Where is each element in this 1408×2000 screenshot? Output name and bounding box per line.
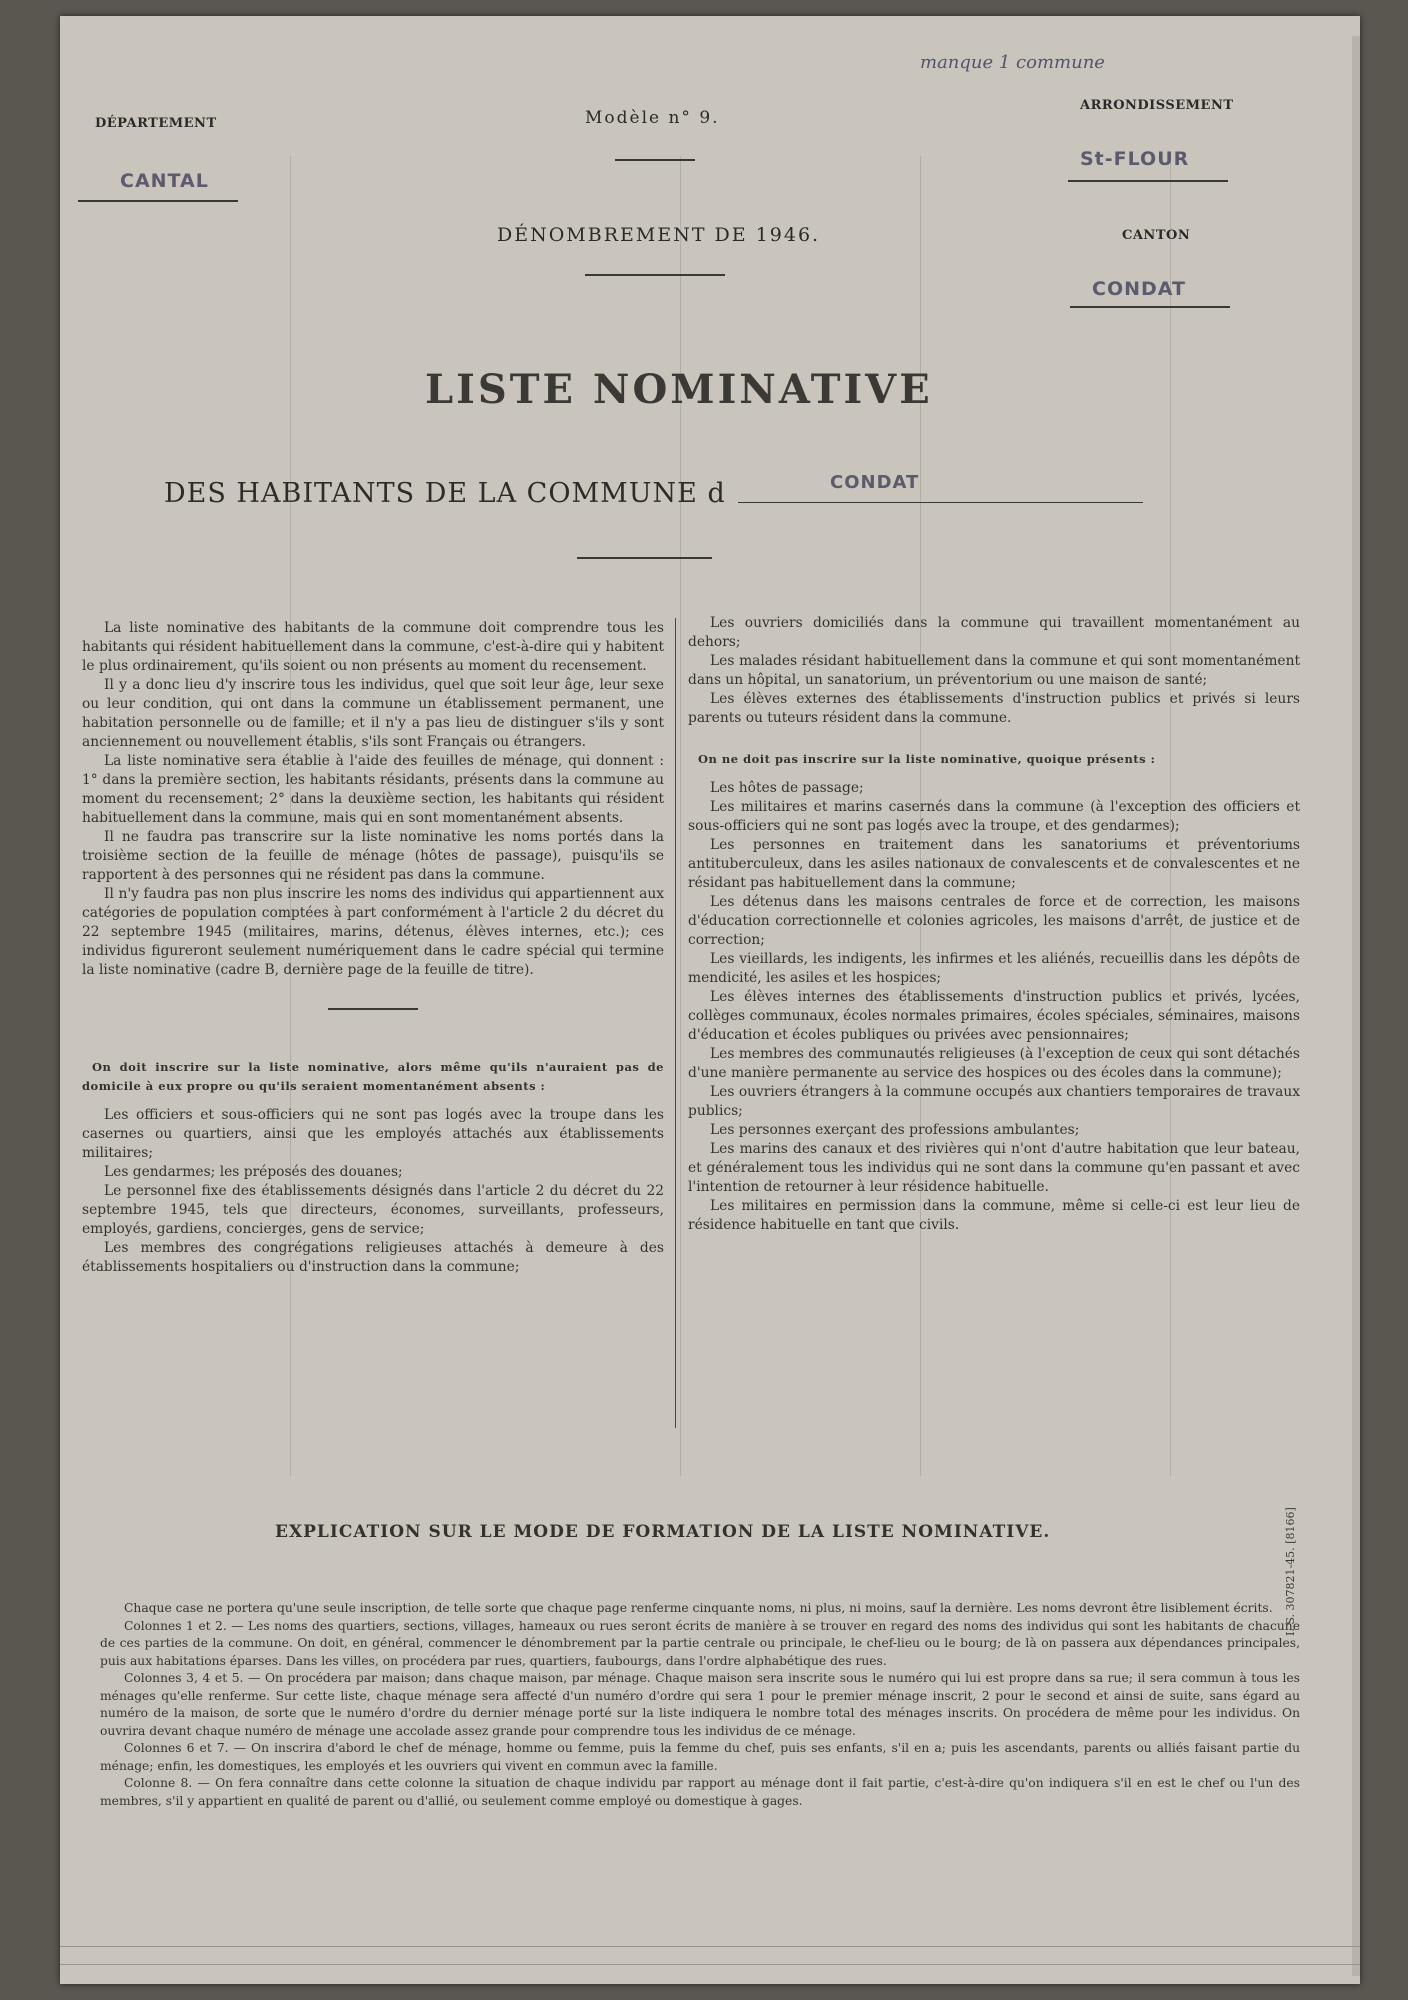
right-paragraph: Les ouvriers domiciliés dans la commune qui travaillent momentanément au dehors; [688, 615, 1300, 650]
page-title: LISTE NOMINATIVE [425, 366, 933, 413]
left-paragraph: Les officiers et sous-officiers qui ne sont pas logés avec la troupe dans les casernes ou quartiers, ainsi que les employés attachés aux établissements militaires; [82, 1107, 664, 1161]
right-paragraph: Les élèves internes des établissements d'instruction publics et privés, lycées, collèges communaux, écoles normales primaires, écoles spéciales, séminaires, maisons d'éducation et écoles publiques ou privées avec pensionnaires; [688, 989, 1300, 1043]
handwritten-note: manque 1 commune [920, 52, 1105, 73]
page-edge [1352, 36, 1360, 1976]
explication-paragraph: Colonnes 6 et 7. — On inscrira d'abord le chef de ménage, homme ou femme, puis la femme du chef, puis ses enfants, s'il en a; puis les ascendants, parents ou alliés faisant partie du ménage; enfin, les domestiques, les employés et les ouvriers qui vivent en commun avec la famille. [100, 1741, 1300, 1773]
commune-rule [738, 502, 1143, 503]
left-paragraph: Il y a donc lieu d'y inscrire tous les individus, quel que soit leur âge, leur sexe ou leur condition, qui ont dans la commune un établissement permanent, une habitation personnelle ou de famille; et il n'y a pas lieu de distinguer s'ils y sont anciennement ou nouvellement établis, s'ils sont Français ou étrangers. [82, 677, 664, 750]
left-paragraph: Il ne faudra pas transcrire sur la liste nominative les noms portés dans la troisième section de la feuille de ménage (hôtes de passage), puisqu'ils se rapportent à des personnes qui ne résident pas dans la commune. [82, 829, 664, 883]
canton-rule [1070, 306, 1230, 308]
right-paragraph: Les membres des communautés religieuses (à l'exception de ceux qui sont détachés d'une manière permanente au service des hospices ou des écoles dans la commune); [688, 1046, 1300, 1081]
right-paragraph: Les marins des canaux et des rivières qui n'ont d'autre habitation que leur bateau, et généralement tous les individus qui ne sont dans la commune qu'en passant et avec l'intention de retourner à leur résidence habituelle. [688, 1141, 1300, 1195]
commune-value: CONDAT [830, 472, 920, 493]
modele-rule [615, 159, 695, 161]
modele-number: Modèle n° 9. [585, 108, 720, 128]
print-code: I. S. 307821-45. [8166] [1284, 1507, 1297, 1636]
explication-paragraph: Colonne 8. — On fera connaître dans cette colonne la situation de chaque individu par rapport au ménage dont il fait partie, c'est-à-dire qu'on indiquera s'il en est le chef ou l'un des membres, s'il y appartient en qualité de parent ou d'allié, ou seulement comme employé ou domestique à gages. [100, 1776, 1300, 1808]
right-paragraph: Les malades résidant habituellement dans la commune et qui sont momentanément dans un hôpital, un sanatorium, un préventorium ou une maison de santé; [688, 653, 1300, 688]
right-paragraph: Les militaires en permission dans la commune, même si celle-ci est leur lieu de résidence habituelle en tant que civils. [688, 1198, 1300, 1233]
canton-value: CONDAT [1092, 278, 1186, 300]
right-paragraph: Les personnes en traitement dans les sanatoriums et préventoriums antituberculeux, dans les asiles nationaux de convalescents et de convalescentes et ne résidant pas habituellement dans la commune; [688, 837, 1300, 891]
departement-value: CANTAL [120, 170, 209, 192]
right-paragraph: Les vieillards, les indigents, les infirmes et les aliénés, recueillis dans les dépôts de mendicité, les asiles et les hospices; [688, 951, 1300, 986]
right-paragraph: Les personnes exerçant des professions ambulantes; [710, 1122, 1080, 1138]
ruling-line [680, 156, 681, 1476]
right-section-heading: On ne doit pas inscrire sur la liste nominative, quoique présents : [698, 752, 1156, 766]
left-paragraph: La liste nominative des habitants de la commune doit comprendre tous les habitants qui résident habituellement dans la commune, c'est-à-dire qui y habitent le plus ordinairement, qu'ils soient ou non présents au moment du recensement. [82, 620, 664, 674]
left-paragraph: Les gendarmes; les préposés des douanes; [104, 1164, 403, 1180]
page-fold [60, 1964, 1360, 1965]
arrondissement-value: St-FLOUR [1080, 148, 1190, 170]
right-column [688, 614, 1300, 1235]
left-paragraph: Il n'y faudra pas non plus inscrire les noms des individus qui appartiennent aux catégories de population comptées à part conformément à l'article 2 du décret du 22 septembre 1945 (militaires, marins, détenus, élèves internes, etc.); ces individus figureront seulement numériquement dans le cadre spécial qui termine la liste nominative (cadre B, dernière page de la feuille de titre). [82, 886, 664, 978]
left-paragraph: Le personnel fixe des établissements désignés dans l'article 2 du décret du 22 septembre 1945, tels que directeurs, économes, surveillants, professeurs, employés, gardiens, concierges, gens de service; [82, 1183, 664, 1237]
page-fold [60, 1946, 1360, 1947]
canton-label: CANTON [1122, 228, 1191, 243]
title-rule [577, 557, 712, 559]
explication-paragraph: Colonnes 1 et 2. — Les noms des quartiers, sections, villages, hameaux ou rues seront écrits de manière à se trouver en regard des noms des individus qui sont les habitants de chacune de ces parties de la commune. On doit, en général, commencer le dénombrement par la partie centrale ou principale, le chef-lieu ou le bourg; de là on passera aux dépendances principales, puis aux habitations éparses. Dans les villes, on procédera par rues, quartiers, faubourgs, dans l'ordre alphabétique des rues. [100, 1618, 1300, 1668]
denombrement-heading: DÉNOMBREMENT DE 1946. [497, 224, 821, 246]
column-divider [675, 618, 676, 1428]
right-paragraph: Les ouvriers étrangers à la commune occupés aux chantiers temporaires de travaux publics; [688, 1084, 1300, 1119]
right-paragraph: Les militaires et marins casernés dans la commune (à l'exception des officiers et sous-officiers qui ne sont pas logés avec la troupe, et des gendarmes); [688, 799, 1300, 834]
left-paragraph: Les membres des congrégations religieuses attachés à demeure à des établissements hospitaliers ou d'instruction dans la commune; [82, 1240, 664, 1275]
arrondissement-label: ARRONDISSEMENT [1080, 98, 1234, 113]
explication-paragraph: Chaque case ne portera qu'une seule inscription, de telle sorte que chaque page renferme cinquante noms, ni plus, ni moins, sauf la dernière. Les noms devront être lisiblement écrits. [124, 1601, 1273, 1615]
left-column [82, 619, 664, 1277]
explication-paragraph: Colonnes 3, 4 et 5. — On procédera par maison; dans chaque maison, par ménage. Chaque maison sera inscrite sous le numéro qui lui est propre dans sa rue; il sera commun à tous les ménages qu'elle renferme. Sur cette liste, chaque ménage sera affecté d'un numéro d'ordre qui sera 1 pour le premier ménage inscrit, 2 pour le second et ainsi de suite, sans égard au numéro de la maison, de sorte que le numéro d'ordre du dernier ménage porté sur la liste indiquera le nombre total des ménages inscrits. On procédera de même pour les individus. On ouvrira devant chaque numéro de ménage une accolade assez grande pour comprendre tous les individus de ce ménage. [100, 1671, 1300, 1738]
subtitle: DES HABITANTS DE LA COMMUNE d [164, 478, 726, 509]
departement-rule [78, 200, 238, 202]
explication-text [100, 1600, 1300, 1810]
right-paragraph: Les détenus dans les maisons centrales de force et de correction, les maisons d'éducation correctionnelle et colonies agricoles, les maisons d'arrêt, de justice et de correction; [688, 894, 1300, 948]
right-paragraph: Les élèves externes des établissements d'instruction publics et privés si leurs parents ou tuteurs résident dans la commune. [688, 691, 1300, 726]
arrondissement-rule [1068, 180, 1228, 182]
denombrement-rule [585, 274, 725, 276]
document-page [60, 16, 1360, 1984]
right-paragraph: Les hôtes de passage; [710, 780, 864, 796]
left-paragraph: La liste nominative sera établie à l'aide des feuilles de ménage, qui donnent : 1° dans la première section, les habitants résidants, présents dans la commune au moment du recensement; 2° dans la deuxième section, les habitants qui résident habituellement dans la commune, mais qui en sont momentanément absents. [82, 753, 664, 826]
left-column-rule [328, 1008, 418, 1010]
explication-heading: EXPLICATION SUR LE MODE DE FORMATION DE LA LISTE NOMINATIVE. [275, 1522, 1051, 1542]
departement-label: DÉPARTEMENT [95, 116, 217, 131]
left-section-heading: On doit inscrire sur la liste nominative, alors même qu'ils n'auraient pas de domicile à eux propre ou qu'ils seraient momentanément absents : [82, 1060, 664, 1093]
